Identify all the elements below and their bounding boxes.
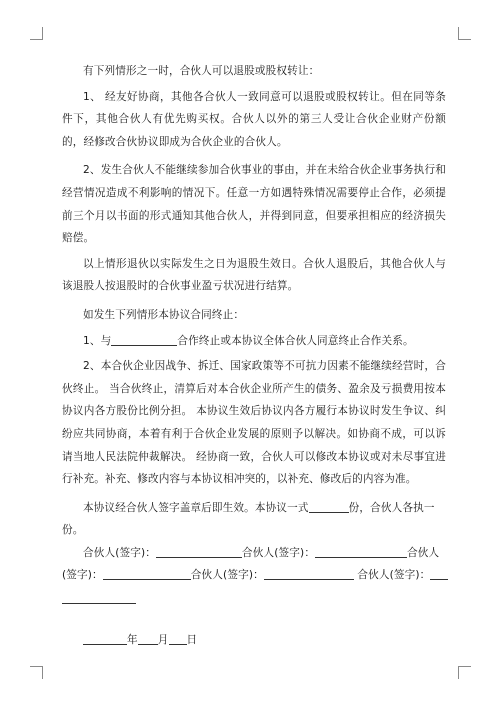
- date-year-label: 年: [127, 634, 138, 647]
- termination-intro: 如发生下列情形本协议合同终止：: [83, 308, 245, 321]
- effective-suffix: 份，合伙人各执一份。: [62, 501, 435, 537]
- signature-label: 合伙人(签字)：: [190, 569, 264, 582]
- effective-prefix: 本协议经合伙人签字盖章后即生效。本协议一式: [83, 501, 309, 514]
- signature-line-2: [62, 564, 446, 587]
- crop-mark-top-left: [30, 27, 43, 40]
- term1-prefix: 1、与: [83, 334, 112, 347]
- signature-blank[interactable]: [62, 591, 136, 604]
- copies-count-blank[interactable]: [309, 500, 349, 513]
- crop-mark-bottom-right: [458, 666, 471, 679]
- crop-mark-top-right: [458, 27, 471, 40]
- signature-line-3: [62, 587, 446, 609]
- date-month-label: 月: [157, 634, 169, 647]
- signature-blank[interactable]: [315, 545, 407, 558]
- termination-clause-2: 2、本合伙企业因战争、拆迁、国家政策等不可抗力因素不能继续经营时，合伙终止。 当合伙终止，清算后对本合伙企业所产生的债务、盈余及亏损费用按本协议内各方股份比例分担。 本协议生效后协议内各方履行本协议时发生争议、纠纷应共同协商，本着有利于合伙企业发展的原则予以解决。如协商不成，可以诉请当地人民法院仲裁解决。 经协商一致，合伙人可以修改本协议或对未尽事宜进行补充。补充、修改内容与本协议相冲突的，以补充、修改后的内容为准。: [62, 360, 446, 486]
- signature-label: 合伙人(签字)：: [83, 546, 157, 559]
- document-body: [62, 60, 446, 652]
- signature-blank[interactable]: [103, 567, 191, 580]
- term1-suffix: 合作终止或本协议全体合伙人同意终止合作关系。: [177, 334, 414, 347]
- clause-1-paragraph: 1、 经友好协商，其他各合伙人一致同意可以退股或股权转让。但在同等条件下，其他合伙人有优先购买权。合伙人以外的第三人受让合伙企业财产份额的，经修改合伙协议即成为合伙企业的合伙人。: [62, 90, 446, 148]
- effective-paragraph: [62, 497, 446, 542]
- settlement-paragraph: 以上情形退伙以实际发生之日为退股生效日。合伙人退股后，其他合伙人与该退股人按退股时的合伙事业盈亏状况进行结算。: [62, 257, 446, 293]
- termination-clause-1: [62, 330, 446, 353]
- signature-label: 合伙人(签字)：: [242, 546, 316, 559]
- partner-name-blank[interactable]: [111, 333, 177, 346]
- signature-line-1: [62, 542, 446, 565]
- crop-mark-bottom-left: [30, 666, 43, 679]
- signature-label: 合伙人: [407, 546, 440, 559]
- signature-label: 合伙人(签字)：: [357, 569, 431, 582]
- date-day-label: 日: [186, 634, 198, 647]
- clause-2-paragraph: 2、发生合伙人不能继续参加合伙事业的事由，并在未给合伙企业事务执行和经营情况造成不利影响的情况下。任意一方如遇特殊情况需要停止合作，必须提前三个月以书面的形式通知其他合伙人，并得到同意，但要承担相应的经济损失赔偿。: [62, 164, 446, 245]
- month-blank[interactable]: [138, 632, 158, 645]
- date-line: [62, 629, 446, 652]
- signature-label: (签字)：: [62, 569, 103, 582]
- day-blank[interactable]: [169, 632, 187, 645]
- signature-blank[interactable]: [156, 545, 242, 558]
- signature-blank[interactable]: [264, 567, 354, 580]
- intro-paragraph: 有下列情形之一时，合伙人可以退股或股权转让：: [83, 65, 320, 77]
- signature-blank[interactable]: [430, 567, 448, 580]
- year-blank[interactable]: [83, 632, 127, 645]
